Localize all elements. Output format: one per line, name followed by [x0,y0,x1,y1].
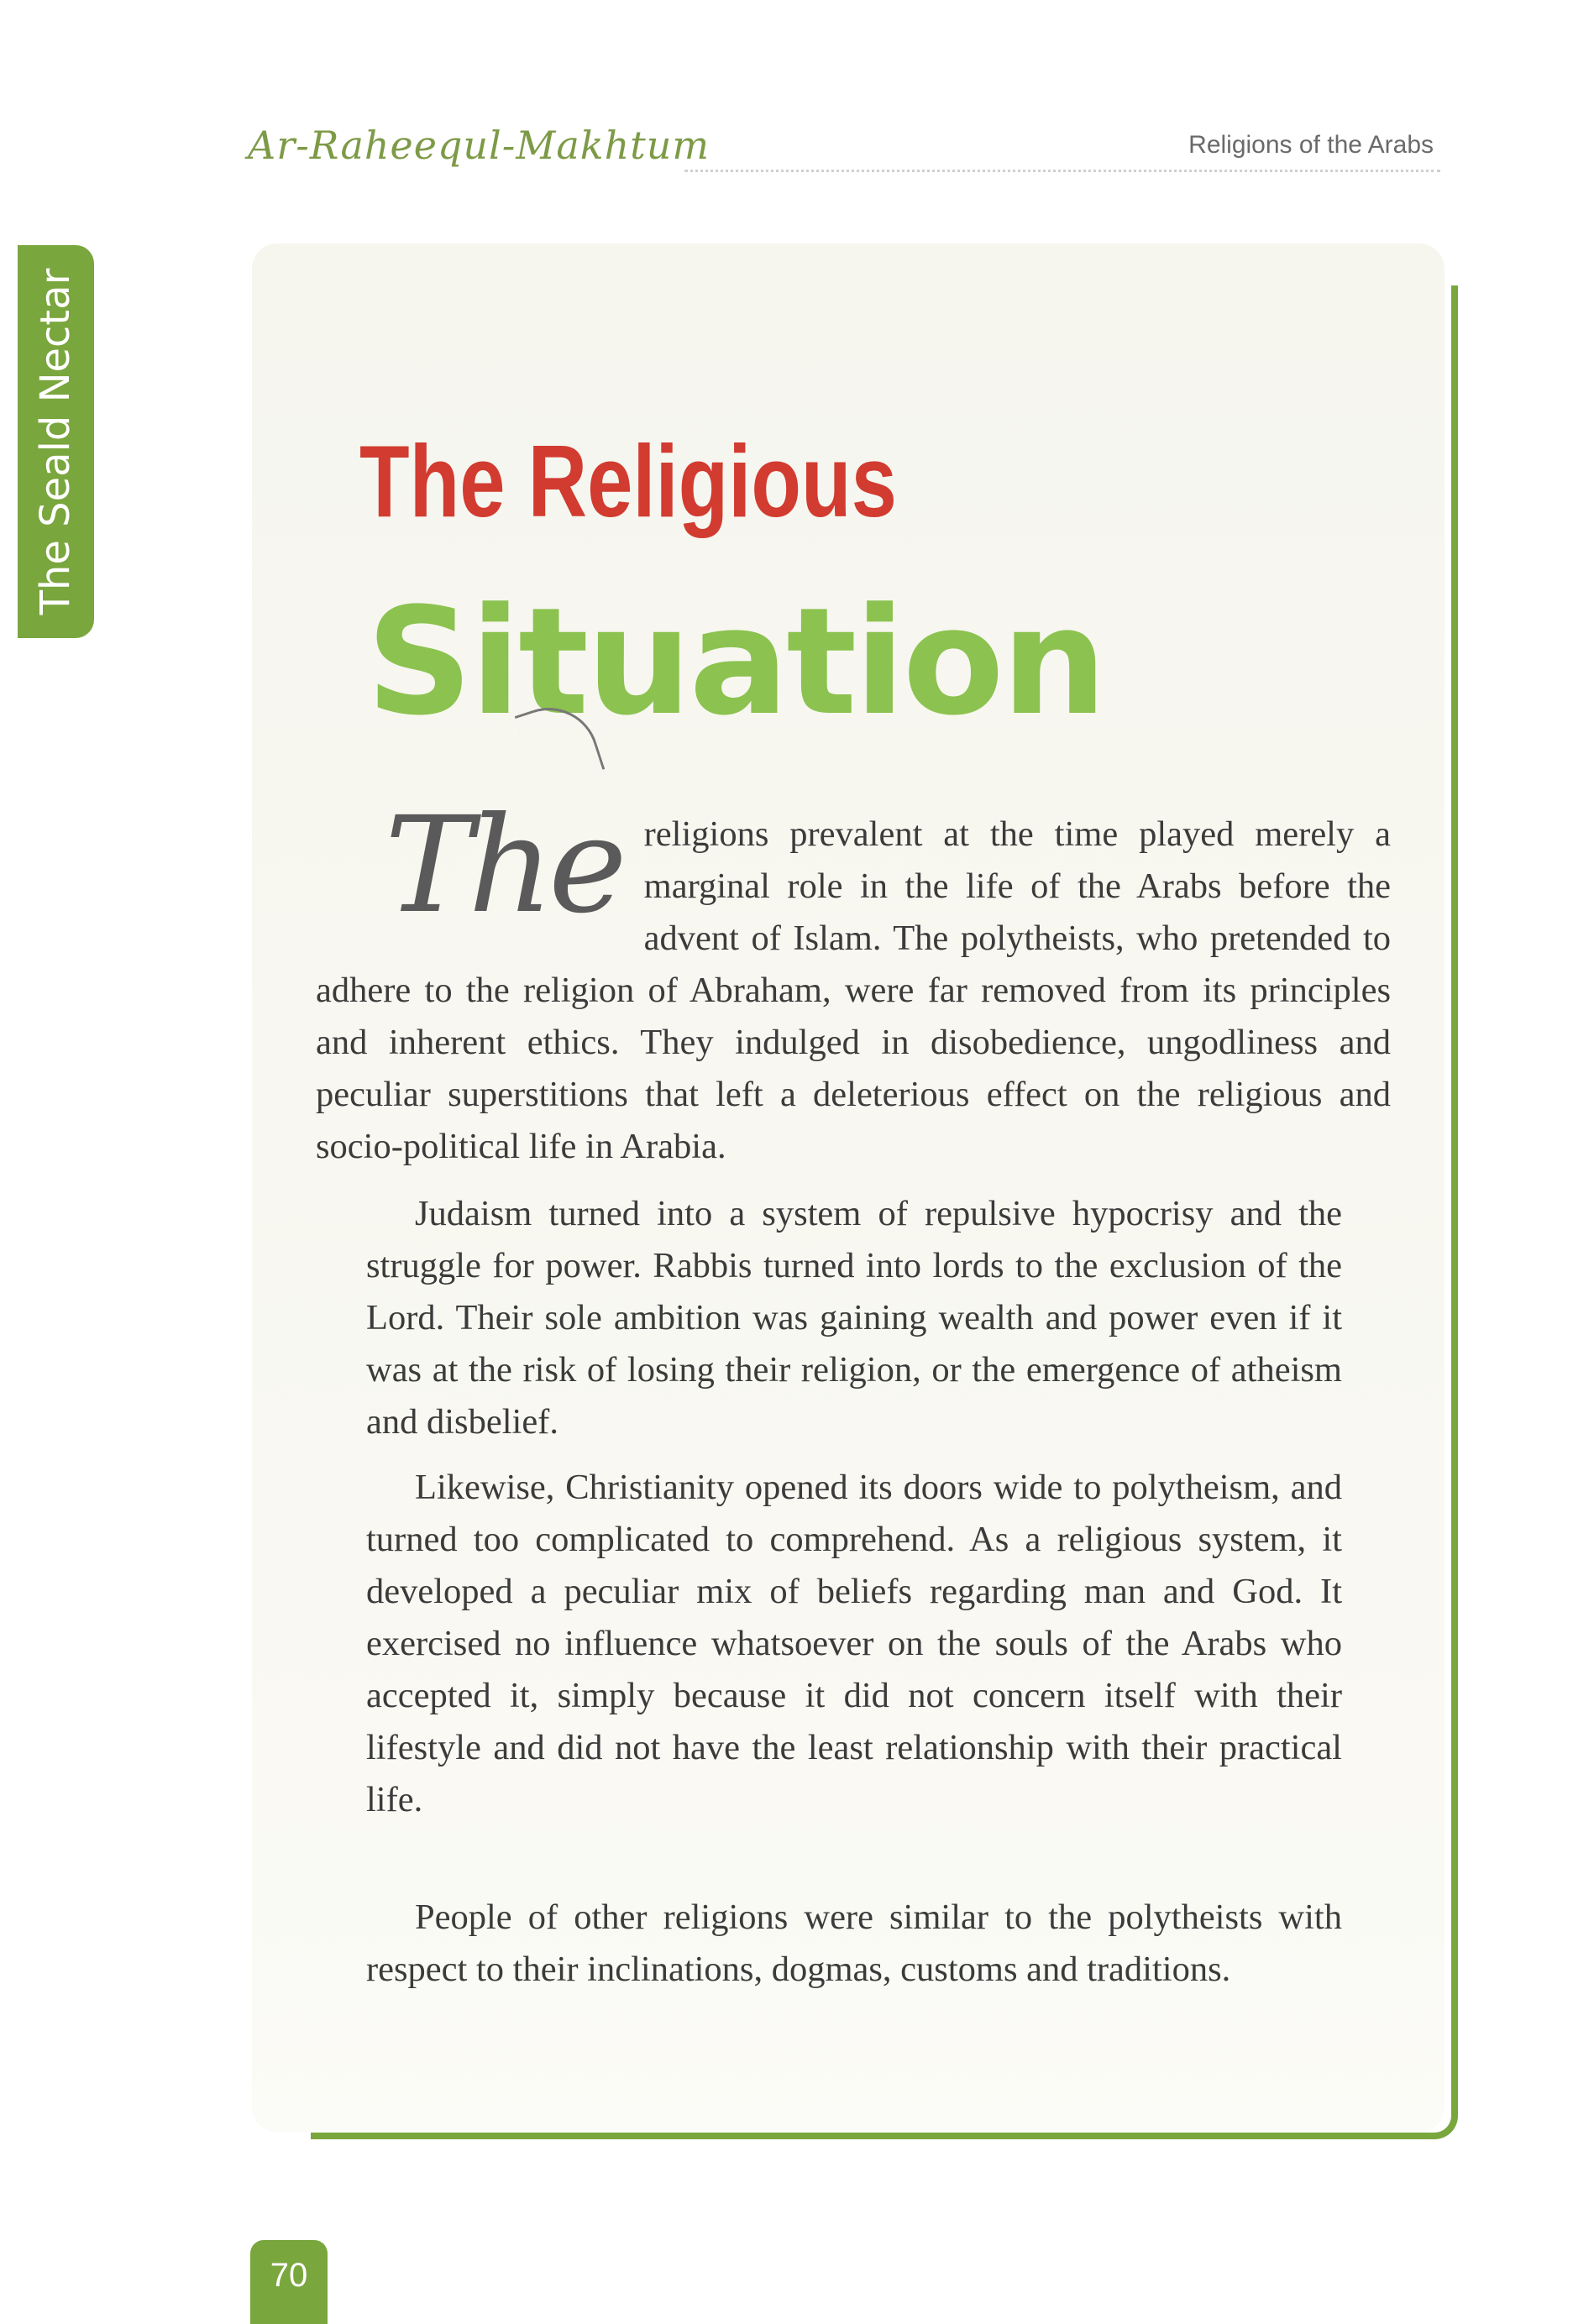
page-number: 70 [270,2257,308,2294]
running-header [248,118,1440,176]
paragraph-1-text: religions prevalent at the time played merely a marginal role in the life of the Arabs before the advent of Islam. The polytheists, who pretended to adhere to the religion of Abraham, were far removed from its principles and inherent ethics. They indulged in disobedience, ungodliness and peculiar superstitions that left a deleterious effect on the religious and socio-political life in Arabia. [316,814,1391,1166]
page-title-line1: The Religious [359,423,897,538]
paragraph-3: Likewise, Christianity opened its doors wide to polytheism, and turned too complicated to comprehend. As a religious system, it developed a peculiar mix of beliefs regarding man and God. It exercised no influence whatsoever on the souls of the Arabs who accepted it, simply because it did not concern itself with their lifestyle and did not have the least relationship with their practical life. [366,1467,1342,1819]
paragraph-2: Judaism turned into a system of repulsive hypocrisy and the struggle for power. Rabbis turned into lords to the exclusion of the Lord. Their sole ambition was gaining wealth and power even if it was at the risk of losing their religion, or the emergence of atheism and disbelief. [366,1193,1342,1442]
dropcap: The [385,788,622,943]
side-tab-label: The Seald Nectar [32,268,79,615]
paragraph-4: People of other religions were similar to the polytheists with respect to their inclinations, dogmas, customs and traditions. [366,1897,1342,1989]
page-title-line2: Situation [366,575,1104,748]
paragraph-1 [316,788,1391,1173]
side-tab [18,245,94,638]
page-number-tab [250,2240,328,2324]
header-dotted-rule [684,170,1440,172]
book-title: Ar-Raheequl-Makhtum [248,123,710,168]
chapter-name: Religions of the Arabs [1188,131,1434,159]
